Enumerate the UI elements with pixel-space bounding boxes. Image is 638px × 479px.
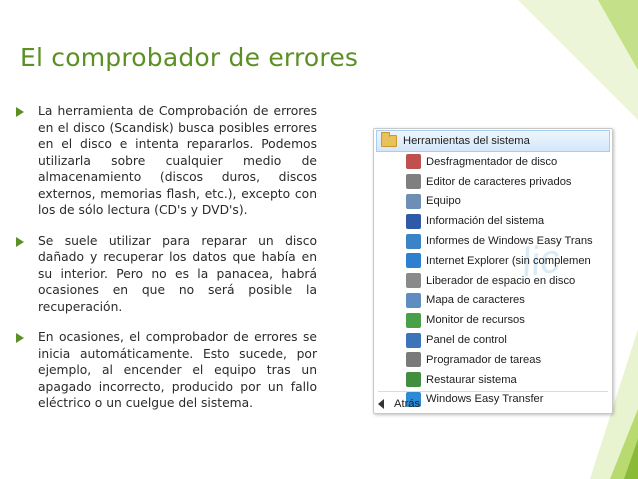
menu-item[interactable] bbox=[374, 310, 612, 330]
bullet-list bbox=[12, 103, 317, 426]
folder-icon bbox=[381, 135, 397, 147]
menu-folder-header[interactable] bbox=[376, 130, 610, 152]
corner-decoration-bottom-dark bbox=[624, 439, 638, 479]
corner-decoration-top-dark bbox=[598, 0, 638, 70]
bullet-item bbox=[12, 233, 317, 316]
bullet-item bbox=[12, 329, 317, 412]
char-editor-icon bbox=[406, 174, 421, 189]
back-arrow-icon bbox=[378, 399, 384, 409]
menu-item[interactable] bbox=[374, 271, 612, 291]
system-info-icon bbox=[406, 214, 421, 229]
back-label: Atrás bbox=[394, 398, 421, 410]
start-menu-screenshot bbox=[373, 128, 613, 414]
menu-divider bbox=[378, 391, 608, 392]
menu-header-label: Herramientas del sistema bbox=[403, 135, 530, 147]
system-restore-icon bbox=[406, 372, 421, 387]
bullet-arrow-icon bbox=[16, 333, 24, 343]
menu-item-label: Internet Explorer (sin complemen bbox=[426, 254, 591, 267]
menu-item-label: Liberador de espacio en disco bbox=[426, 274, 576, 287]
menu-item[interactable] bbox=[374, 251, 612, 271]
menu-item-label: Panel de control bbox=[426, 334, 507, 347]
slide-title: El comprobador de errores bbox=[20, 43, 359, 72]
menu-item-label: Restaurar sistema bbox=[426, 373, 517, 386]
disk-cleanup-icon bbox=[406, 273, 421, 288]
back-button[interactable] bbox=[378, 395, 420, 413]
menu-item-label: Desfragmentador de disco bbox=[426, 155, 558, 168]
menu-item-label: Informes de Windows Easy Trans bbox=[426, 235, 593, 248]
easy-transfer-report-icon bbox=[406, 234, 421, 249]
menu-item-label: Equipo bbox=[426, 195, 461, 208]
menu-item-label: Editor de caracteres privados bbox=[426, 175, 572, 188]
bullet-text: La herramienta de Comprobación de errores en el disco (Scandisk) busca posibles errores en el disco e intenta repararlos. Podemos utilizarla sobre cualquier medio de almacenamiento (discos duros, discos externos, memorias flash, etc.), excepto con los de sólo lectura (CD's y DVD's). bbox=[38, 104, 317, 217]
bullet-item bbox=[12, 103, 317, 219]
bullet-arrow-icon bbox=[16, 237, 24, 247]
computer-icon bbox=[406, 194, 421, 209]
task-scheduler-icon bbox=[406, 352, 421, 367]
menu-item[interactable] bbox=[374, 231, 612, 251]
menu-item-label: Programador de tareas bbox=[426, 353, 542, 366]
menu-item[interactable] bbox=[374, 370, 612, 390]
menu-item[interactable] bbox=[374, 330, 612, 350]
internet-explorer-icon bbox=[406, 253, 421, 268]
menu-item[interactable] bbox=[374, 152, 612, 172]
bullet-arrow-icon bbox=[16, 107, 24, 117]
bullet-text: Se suele utilizar para reparar un disco dañado y recuperar los datos que había en su interior. Pero no es la panacea, habrá ocasiones en que no será posible la recuperación. bbox=[38, 233, 317, 314]
defrag-icon bbox=[406, 154, 421, 169]
watermark-text: lic bbox=[519, 236, 563, 286]
menu-item[interactable] bbox=[374, 211, 612, 231]
resource-monitor-icon bbox=[406, 313, 421, 328]
menu-item-label: Monitor de recursos bbox=[426, 314, 525, 327]
character-map-icon bbox=[406, 293, 421, 308]
menu-item-label: Mapa de caracteres bbox=[426, 294, 525, 307]
menu-item-label: Información del sistema bbox=[426, 215, 545, 228]
menu-item[interactable] bbox=[374, 192, 612, 212]
control-panel-icon bbox=[406, 333, 421, 348]
bullet-text: En ocasiones, el comprobador de errores se inicia automáticamente. Esto sucede, por ejemplo, al encender el equipo tras un apagado incorrecto, producido por un fallo eléctrico o un cuelgue del sistema. bbox=[38, 330, 317, 410]
menu-item[interactable] bbox=[374, 172, 612, 192]
menu-item[interactable] bbox=[374, 350, 612, 370]
menu-item[interactable] bbox=[374, 291, 612, 311]
menu-item-label: Windows Easy Transfer bbox=[426, 393, 544, 406]
